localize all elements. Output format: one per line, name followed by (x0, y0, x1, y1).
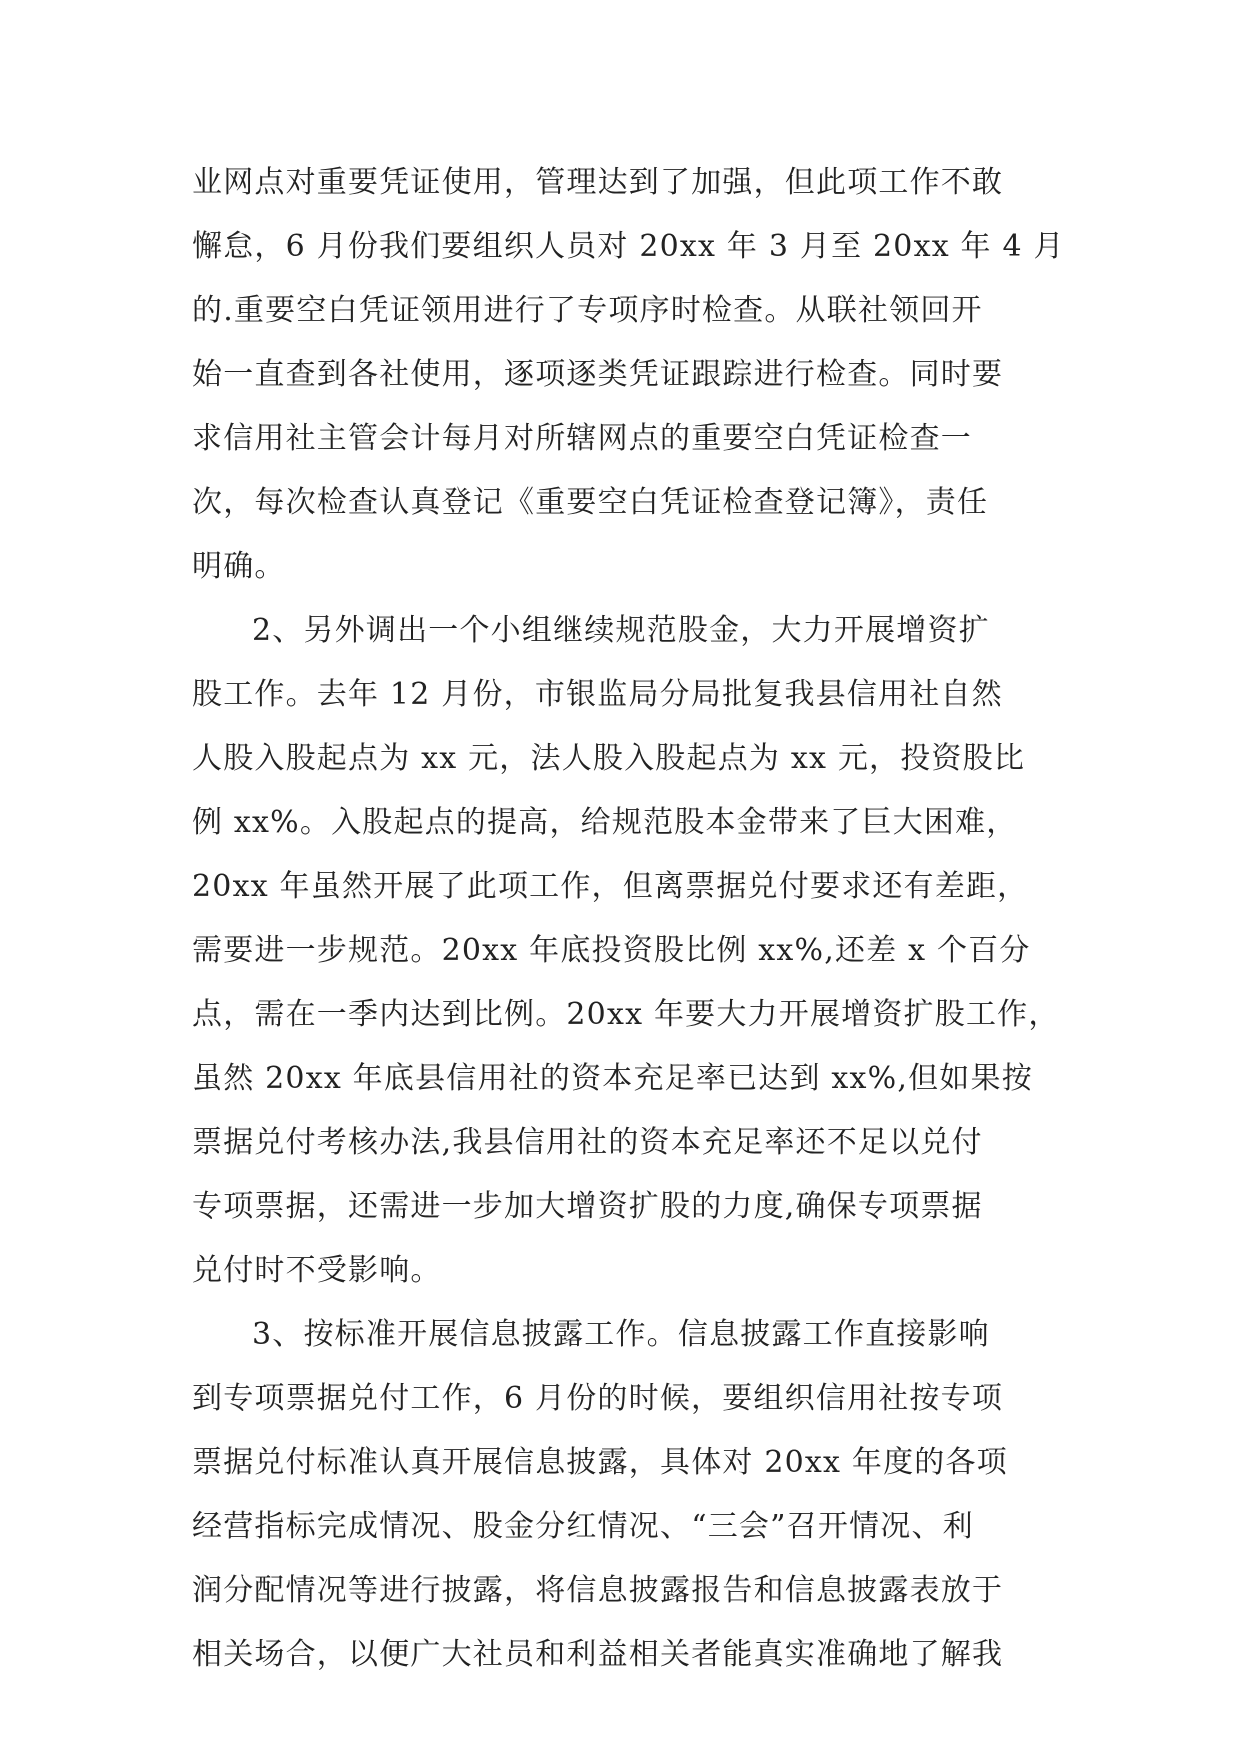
text-line: 明确。 (192, 549, 286, 584)
body-text (192, 151, 1065, 1687)
text-line: 人股入股起点为 xx 元，法人股入股起点为 xx 元，投资股比 (192, 741, 1026, 776)
text-line: 到专项票据兑付工作，6 月份的时候，要组织信用社按专项 (192, 1381, 1004, 1416)
text-line: 润分配情况等进行披露，将信息披露报告和信息披露表放于 (192, 1573, 1004, 1608)
text-line: 求信用社主管会计每月对所辖网点的重要空白凭证检查一 (192, 421, 972, 456)
text-line: 例 xx%。入股起点的提高，给规范股本金带来了巨大困难， (192, 805, 1018, 840)
text-line: 兑付时不受影响。 (192, 1253, 442, 1288)
paragraph-3-first-line: 3、按标准开展信息披露工作。信息披露工作直接影响 (252, 1317, 990, 1352)
text-line: 点，需在一季内达到比例。20xx 年要大力开展增资扩股工作， (192, 997, 1060, 1032)
paragraph-2-first-line: 2、另外调出一个小组继续规范股金，大力开展增资扩 (252, 613, 990, 648)
text-line: 20xx 年虽然开展了此项工作，但离票据兑付要求还有差距， (192, 869, 1029, 904)
text-line: 专项票据，还需进一步加大增资扩股的力度,确保专项票据 (192, 1189, 983, 1224)
text-line: 虽然 20xx 年底县信用社的资本充足率已达到 xx%,但如果按 (192, 1061, 1033, 1096)
text-line: 票据兑付标准认真开展信息披露，具体对 20xx 年度的各项 (192, 1445, 1008, 1480)
text-line: 需要进一步规范。20xx 年底投资股比例 xx%,还差 x 个百分 (192, 933, 1031, 968)
text-line: 票据兑付考核办法,我县信用社的资本充足率还不足以兑付 (192, 1125, 983, 1160)
text-line: 股工作。去年 12 月份，市银监局分局批复我县信用社自然 (192, 677, 1003, 712)
text-line: 相关场合，以便广大社员和利益相关者能真实准确地了解我 (192, 1637, 1004, 1672)
text-line: 的.重要空白凭证领用进行了专项序时检查。从联社领回开 (192, 293, 983, 328)
text-line: 懈怠，6 月份我们要组织人员对 20xx 年 3 月至 20xx 年 4 月 (192, 229, 1065, 264)
text-line: 经营指标完成情况、股金分红情况、“三会”召开情况、利 (192, 1509, 974, 1544)
text-line: 次，每次检查认真登记《重要空白凭证检查登记簿》，责任 (192, 485, 989, 520)
text-line: 始一直查到各社使用，逐项逐类凭证跟踪进行检查。同时要 (192, 357, 1004, 392)
text-line: 业网点对重要凭证使用，管理达到了加强，但此项工作不敢 (192, 165, 1004, 200)
